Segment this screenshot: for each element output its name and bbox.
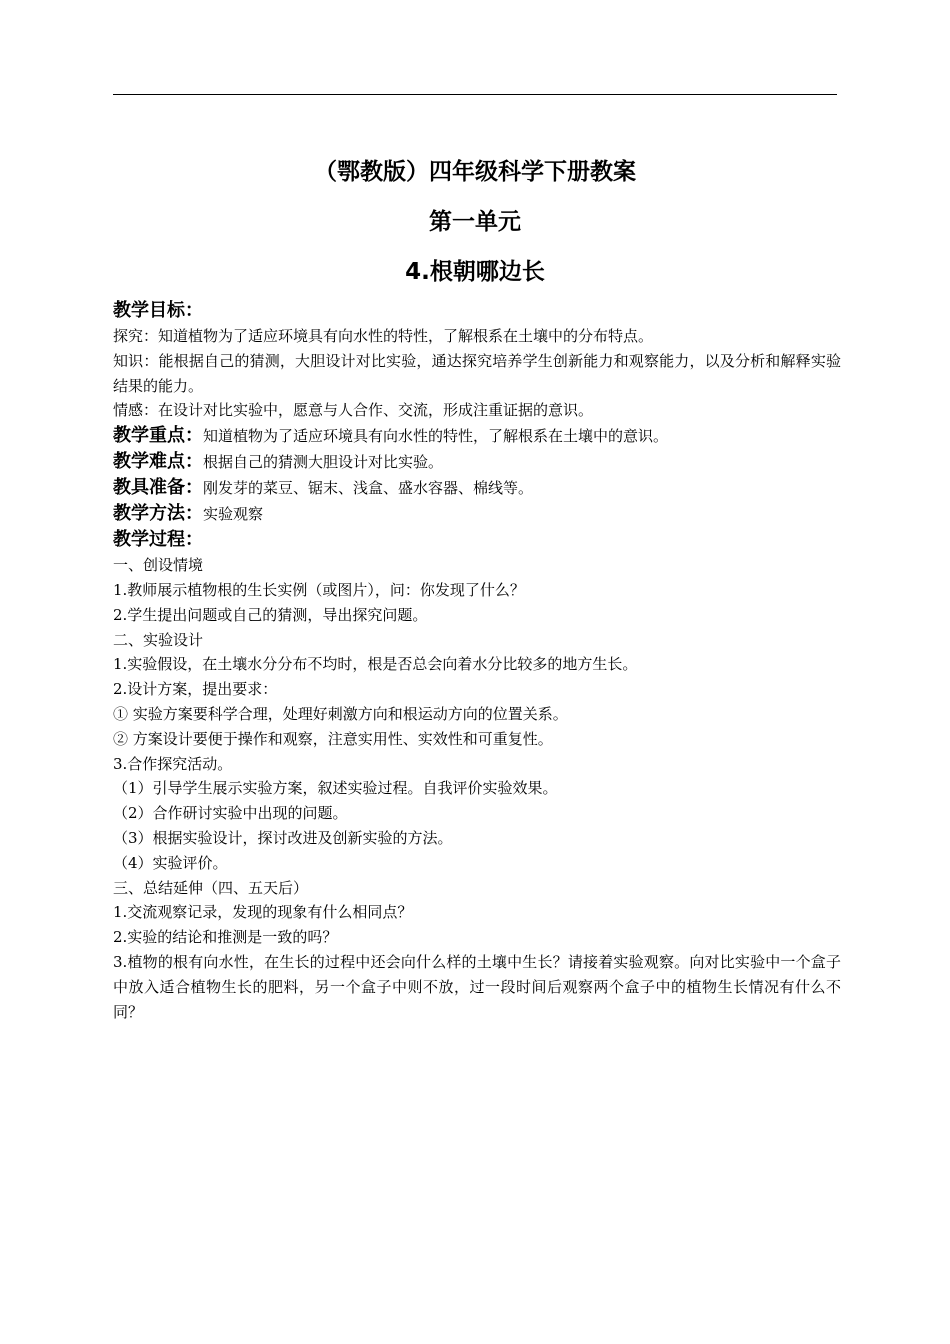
- key-points-line: [113, 423, 841, 449]
- unit-title: 第一单元: [429, 209, 521, 235]
- method-text: 实验观察: [203, 505, 264, 524]
- section-heading: 三、总结延伸（四、五天后）: [113, 878, 309, 897]
- title-block: [113, 155, 837, 289]
- difficulty-text: 根据自己的猜测大胆设计对比实验。: [203, 453, 444, 472]
- objective-knowledge: 知识：能根据自己的猜测，大胆设计对比实验，通达探究培养学生创新能力和观察能力，以及分析和解释实验结果的能力。: [113, 351, 841, 395]
- list-item: 1.交流观察记录，发现的现象有什么相同点？: [113, 903, 413, 922]
- list-item: 2.设计方案，提出要求：: [113, 680, 278, 699]
- list-item: 3.合作探究活动。: [113, 754, 233, 773]
- document-title: （鄂教版）四年级科学下册教案: [314, 159, 636, 185]
- process-label: 教学过程：: [113, 529, 203, 551]
- list-item: 3.植物的根有向水性，在生长的过程中还会向什么样的土壤中生长？请接着实验观察。向对比实验中一个盒子中放入适合植物生长的肥料，另一个盒子中则不放，过一段时间后观察两个盒子中的植物生长情况有什么不同？: [113, 952, 841, 1021]
- section-heading: 二、实验设计: [113, 630, 204, 649]
- objective-inquiry: 探究：知道植物为了适应环境具有向水性的特性，了解根系在土壤中的分布特点。: [113, 327, 654, 345]
- process-heading: [113, 527, 841, 553]
- method-line: [113, 501, 841, 527]
- list-item: 2.学生提出问题或自己的猜测，导出探究问题。: [113, 605, 428, 624]
- method-label: 教学方法：: [113, 503, 203, 525]
- difficulty-label: 教学难点：: [113, 451, 203, 473]
- lesson-body: [113, 298, 841, 1024]
- key-points-text: 知道植物为了适应环境具有向水性的特性，了解根系在土壤中的意识。: [203, 427, 669, 446]
- lesson-title: 4.根朝哪边长: [405, 259, 545, 285]
- list-item: （4）实验评价。: [113, 853, 228, 872]
- list-item: 1.教师展示植物根的生长实例（或图片），问：你发现了什么？: [113, 580, 525, 599]
- materials-line: [113, 475, 841, 501]
- list-item: 2.实验的结论和推测是一致的吗？: [113, 928, 338, 947]
- key-points-label: 教学重点：: [113, 425, 203, 447]
- materials-label: 教具准备：: [113, 477, 203, 499]
- list-item: （2）合作研讨实验中出现的问题。: [113, 804, 348, 823]
- list-item: （3）根据实验设计，探讨改进及创新实验的方法。: [113, 828, 453, 847]
- difficulty-line: [113, 449, 841, 475]
- list-item: （1）引导学生展示实验方案，叙述实验过程。自我评价实验效果。: [113, 779, 558, 798]
- objectives-heading: [113, 298, 841, 324]
- header-rule: [113, 94, 837, 95]
- section-heading: 一、创设情境: [113, 556, 204, 575]
- materials-text: 刚发芽的菜豆、锯末、浅盒、盛水容器、棉线等。: [203, 479, 534, 498]
- list-item: ① 实验方案要科学合理，处理好刺激方向和根运动方向的位置关系。: [113, 704, 568, 723]
- objective-emotion: 情感：在设计对比实验中，愿意与人合作、交流，形成注重证据的意识。: [113, 401, 594, 420]
- objectives-label: 教学目标：: [113, 300, 203, 321]
- list-item: ② 方案设计要便于操作和观察，注意实用性、实效性和可重复性。: [113, 729, 553, 748]
- list-item: 1.实验假设，在土壤水分分布不均时，根是否总会向着水分比较多的地方生长。: [113, 655, 638, 674]
